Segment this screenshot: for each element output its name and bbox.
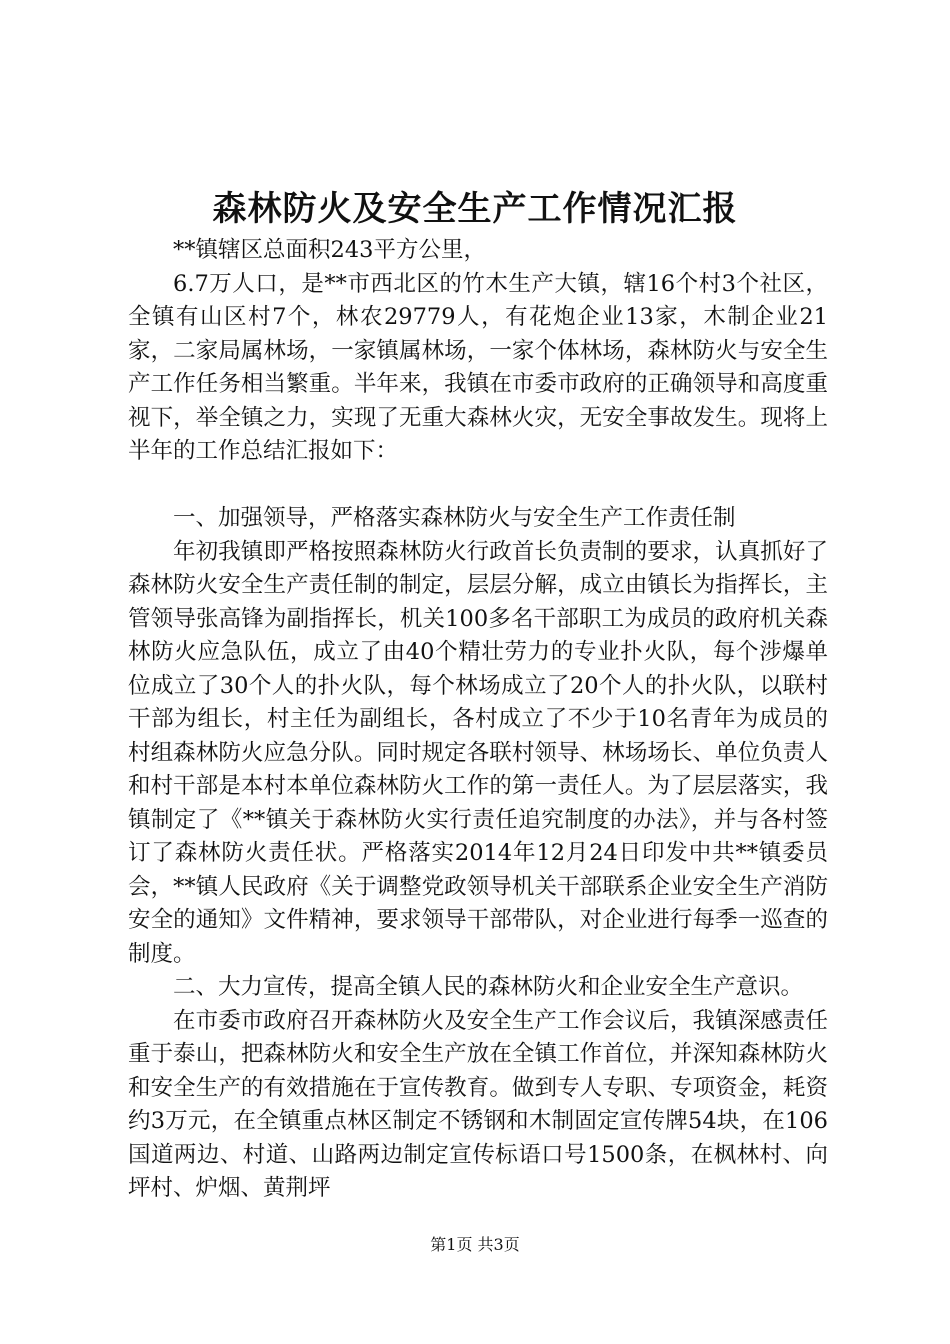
section-heading-1: 一、加强领导，严格落实森林防火与安全生产工作责任制	[173, 505, 736, 531]
paragraph-section-2: 在市委市政府召开森林防火及安全生产工作会议后，我镇深感责任重于泰山，把森林防火和安全生产放在全镇工作首位，并深知森林防火和安全生产的有效措施在于宣传教育。做到专人专职、专项资金，耗资约3万元，在全镇重点林区制定不锈钢和木制固定宣传牌54块，在106国道两边、村道、山路两边制定宣传标语口号1500条，在枫林村、向坪村、炉烟、黄荆坪	[128, 1007, 828, 1201]
page-number: 第1页 共3页	[430, 1235, 520, 1254]
document-title: 森林防火及安全生产工作情况汇报	[212, 189, 738, 229]
paragraph-area-intro: **镇辖区总面积243平方公里，	[173, 237, 486, 263]
paragraph-section-1: 年初我镇即严格按照森林防火行政首长负责制的要求，认真抓好了森林防火安全生产责任制的制定，层层分解，成立由镇长为指挥长，主管领导张高锋为副指挥长，机关100多名干部职工为成员的政府机关森林防火应急队伍，成立了由40个精壮劳力的专业扑火队，每个涉爆单位成立了30个人的扑火队，每个林场成立了20个人的扑火队，以联村干部为组长，村主任为副组长，各村成立了不少于10名青年为成员的村组森林防火应急分队。同时规定各联村领导、林场场长、单位负责人和村干部是本村本单位森林防火工作的第一责任人。为了层层落实，我镇制定了《**镇关于森林防火实行责任追究制度的办法》，并与各村签订了森林防火责任状。严格落实2014年12月24日印发中共**镇委员会，**镇人民政府《关于调整党政领导机关干部联系企业安全生产消防安全的通知》文件精神，要求领导干部带队，对企业进行每季一巡查的制度。	[128, 538, 828, 967]
section-heading-2: 二、大力宣传，提高全镇人民的森林防火和企业安全生产意识。	[173, 974, 804, 1000]
document-body	[128, 234, 828, 1206]
paragraph-overview: 6.7万人口，是**市西北区的竹木生产大镇，辖16个村3个社区，全镇有山区村7个，林农29779人，有花炮企业13家，木制企业21家，二家局属林场，一家镇属林场，一家个体林场，森林防火与安全生产工作任务相当繁重。半年来，我镇在市委市政府的正确领导和高度重视下，举全镇之力，实现了无重大森林火灾，无安全事故发生。现将上半年的工作总结汇报如下：	[128, 270, 828, 464]
